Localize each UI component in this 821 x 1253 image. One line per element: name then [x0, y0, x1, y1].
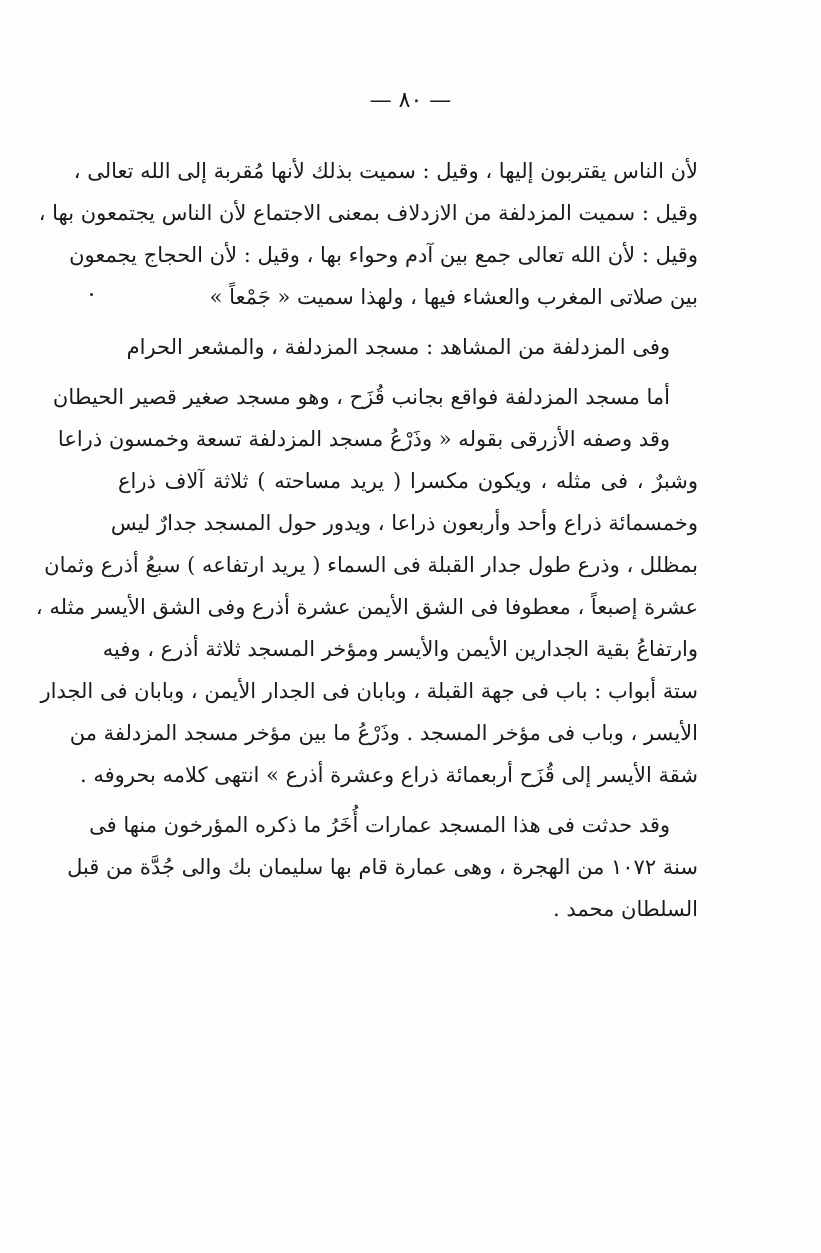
text-line: وقيل : سميت المزدلفة من الازدلاف بمعنى الاجتماع لأن الناس يجتمعون بها ، [38, 201, 698, 225]
text-line: أما مسجد المزدلفة فواقع بجانب قُزَح ، وهو مسجد صغير قصير الحيطان [52, 385, 670, 409]
text-line: الأيسر ، وباب فى مؤخر المسجد . وذَرْعُ ما بين مؤخر مسجد المزدلفة من [69, 721, 698, 745]
text-line: وقيل : لأن الله تعالى جمع بين آدم وحواء بها ، وقيل : لأن الحجاج يجمعون [69, 243, 698, 267]
text-line: وفى المزدلفة من المشاهد : مسجد المزدلفة ، والمشعر الحرام [126, 335, 670, 359]
text-line: وشبرٌ ، فى مثله ، ويكون مكسرا ( يريد مساحته ) ثلاثة آلاف ذراع [118, 469, 698, 493]
text-line: ستة أبواب : باب فى جهة القبلة ، وبابان فى الجدار الأيمن ، وبابان فى الجدار [40, 679, 698, 703]
text-line: وقد حدثت فى هذا المسجد عمارات أُخَرُ ما ذكره المؤرخون منها فى [89, 813, 670, 837]
page-number: — ٨٠ — [369, 88, 452, 113]
text-line: وارتفاعُ بقية الجدارين الأيمن والأيسر ومؤخر المسجد ثلاثة أذرع ، وفيه [102, 637, 698, 661]
page-body [35, 150, 698, 930]
text-line: بين صلاتى المغرب والعشاء فيها ، ولهذا سميت « جَمْعاً » [209, 285, 698, 309]
text-line: السلطان محمد . [553, 897, 698, 921]
text-line: شقة الأيسر إلى قُزَح أربعمائة ذراع وعشرة أذرع » انتهى كلامه بحروفه . [80, 763, 698, 787]
text-line: عشرة إصبعاً ، معطوفا فى الشق الأيمن عشرة أذرع وفى الشق الأيسر مثله ، [35, 595, 698, 619]
text-line: لأن الناس يقتربون إليها ، وقيل : سميت بذلك لأنها مُقربة إلى الله تعالى ، [73, 159, 698, 183]
text-line: وقد وصفه الأزرقى بقوله « وذَرْعُ مسجد المزدلفة تسعة وخمسون ذراعا [57, 427, 670, 451]
ink-speck [90, 293, 93, 296]
text-line: وخمسمائة ذراع وأحد وأربعون ذراعا ، ويدور حول المسجد جدارٌ ليس [110, 511, 698, 535]
text-line: سنة ١٠٧٢ من الهجرة ، وهى عمارة قام بها سليمان بك والى جُدَّة من قبل [67, 855, 698, 879]
text-line: بمظلل ، وذرع طول جدار القبلة فى السماء ( يريد ارتفاعه ) سبعُ أذرع وثمان [44, 553, 698, 577]
